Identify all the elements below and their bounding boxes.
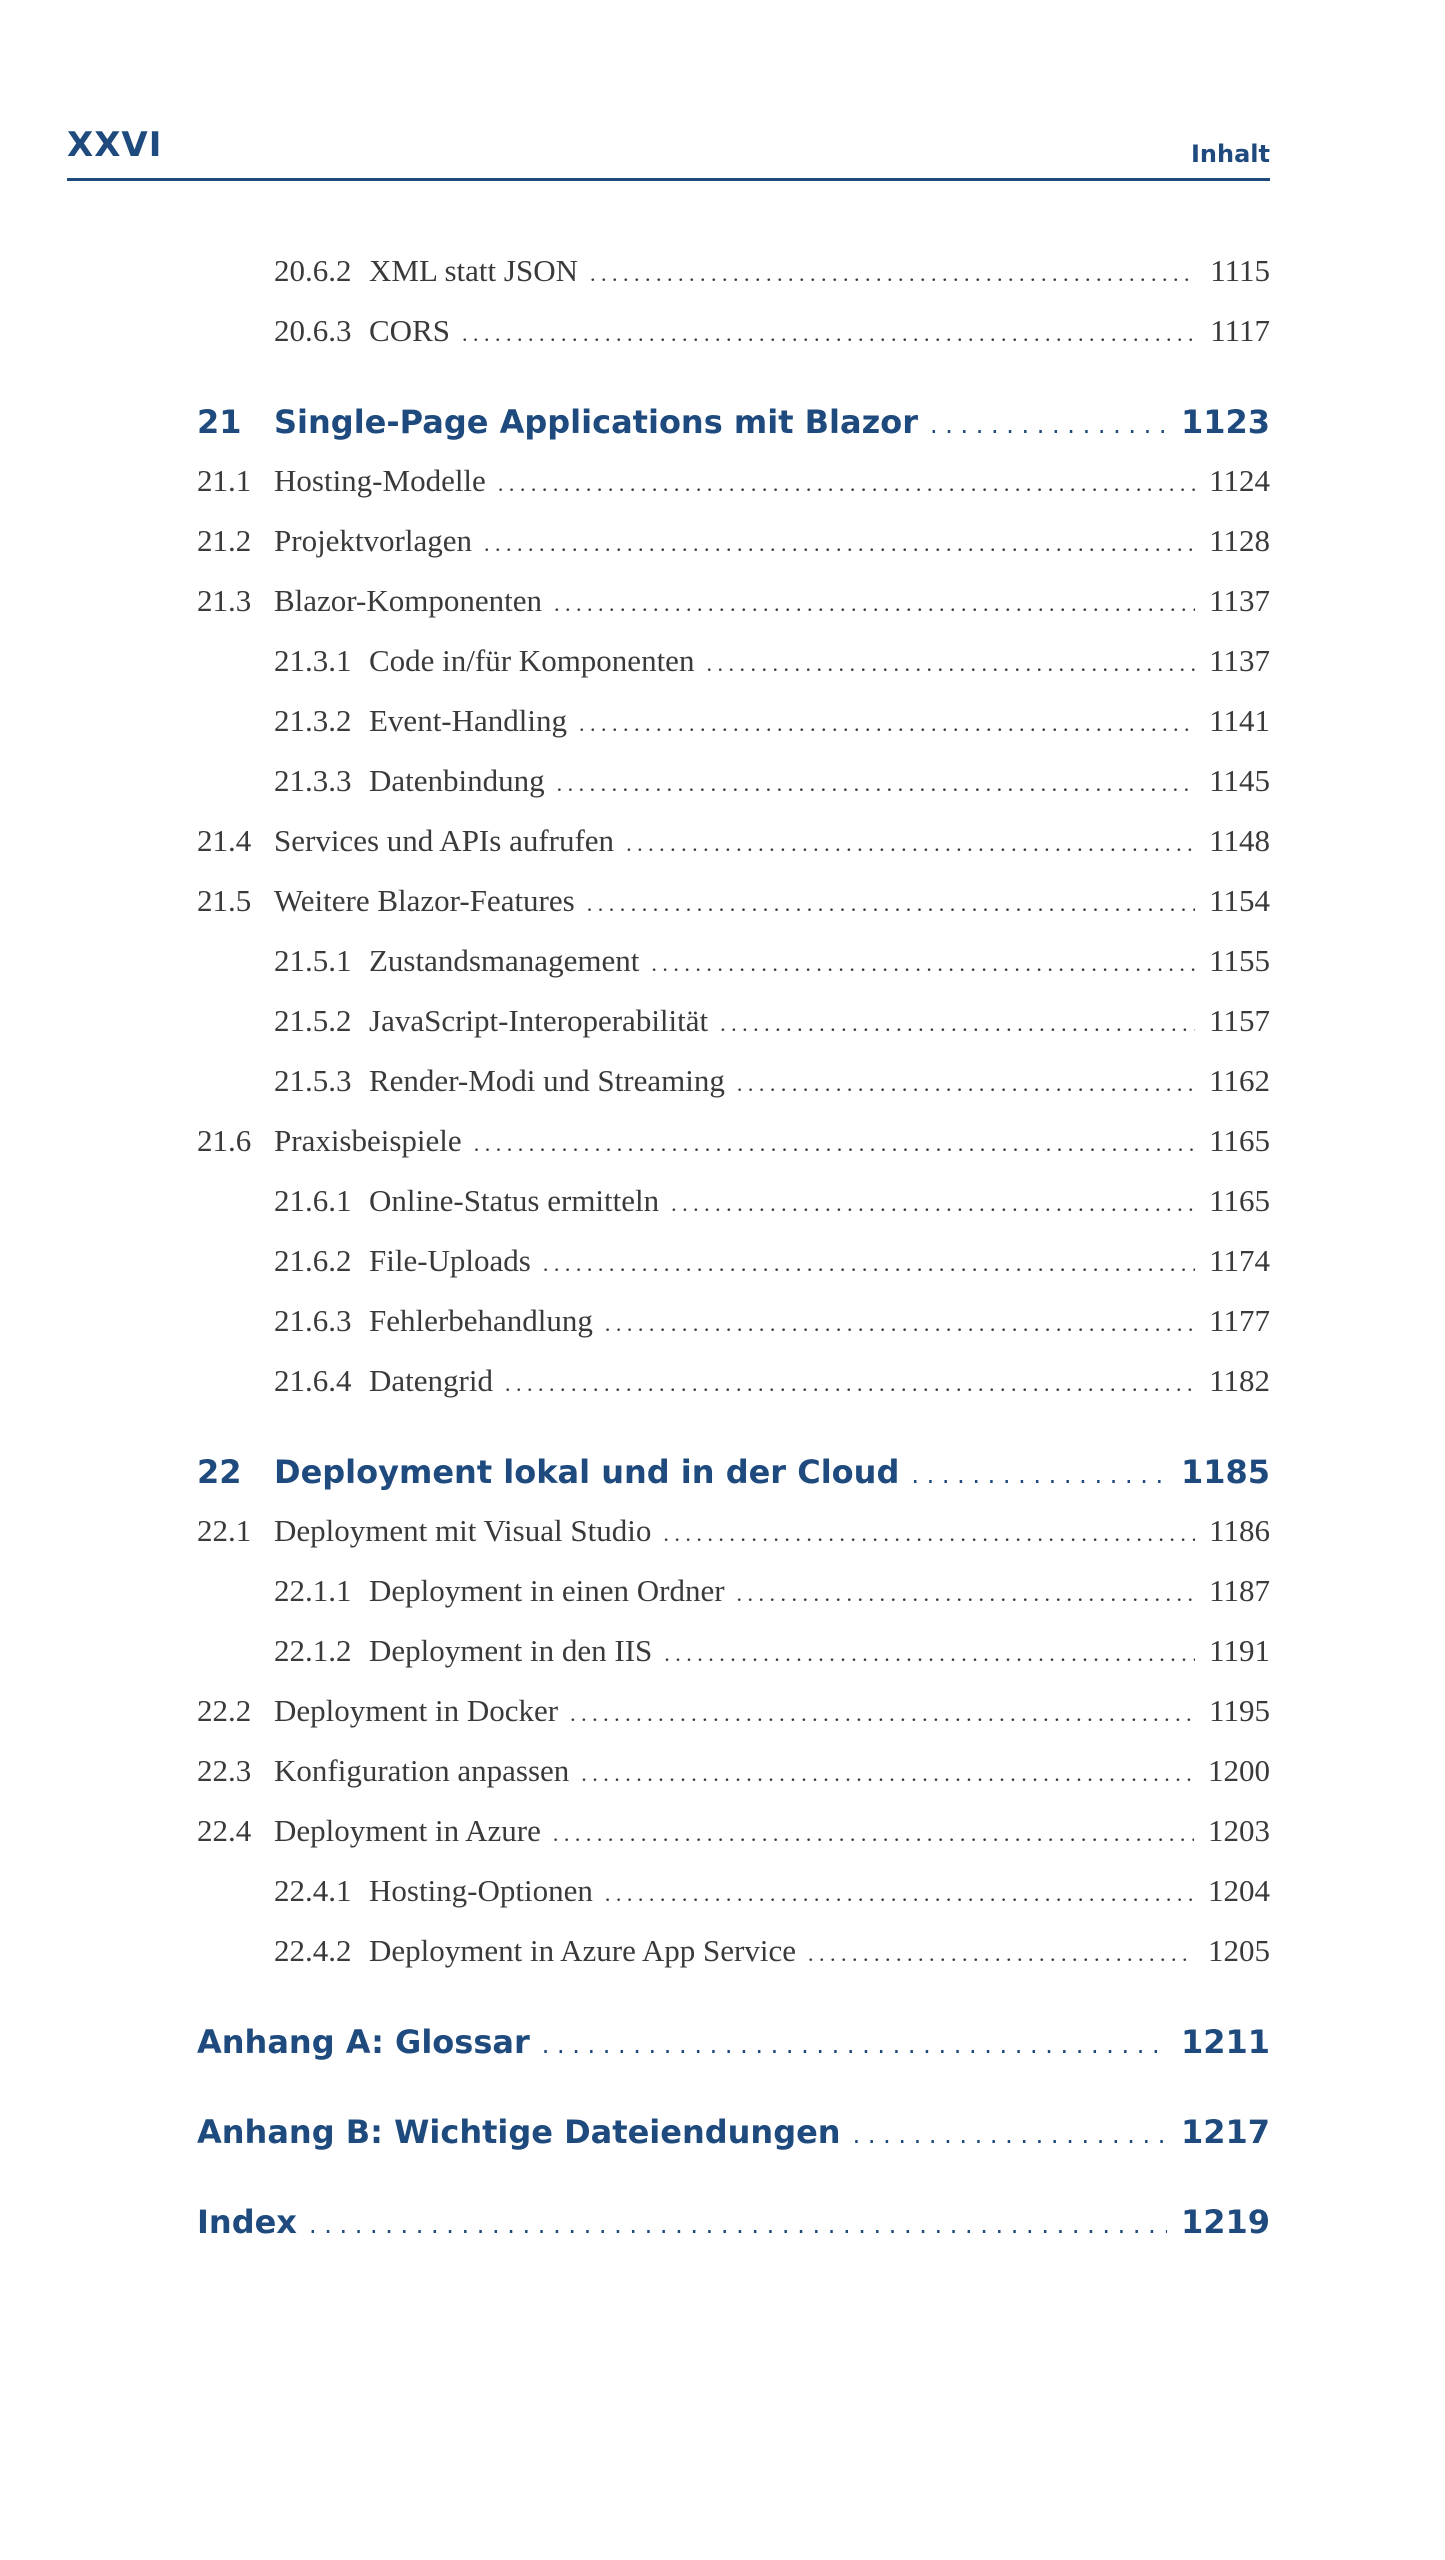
entry-title: Deployment lokal und in der Cloud [274, 1453, 900, 1491]
entry-number: 22.4.2 [274, 1933, 352, 1968]
entry-title: Anhang A: Glossar [197, 2023, 530, 2061]
entry-title: Fehlerbehandlung [369, 1303, 593, 1338]
dot-leader [720, 1011, 1195, 1037]
entry-title: Deployment in einen Ordner [369, 1573, 725, 1608]
entry-title: Weitere Blazor-Features [274, 883, 575, 918]
dot-leader [605, 1311, 1195, 1337]
entry-number: 21.6.3 [274, 1303, 352, 1338]
entry-page-number: 1182 [1209, 1363, 1270, 1398]
entry-number: 20.6.2 [274, 253, 352, 288]
dot-leader [474, 1131, 1195, 1157]
entry-leader-line [369, 1933, 1270, 1969]
dot-leader [706, 651, 1195, 677]
entry-page-number: 1205 [1208, 1933, 1270, 1968]
entry-title: Datenbindung [369, 763, 545, 798]
entry-leader-line [369, 1573, 1270, 1609]
entry-title: Datengrid [369, 1363, 493, 1398]
entry-leader-line [369, 1183, 1270, 1219]
entry-number: 22 [197, 1453, 242, 1491]
entry-page-number: 1185 [1180, 1453, 1270, 1491]
dot-leader [557, 771, 1196, 797]
entry-number: 21.3 [197, 583, 252, 618]
dot-leader [737, 1071, 1195, 1097]
entry-leader-line [369, 253, 1270, 289]
entry-leader-line [369, 1003, 1270, 1039]
dot-leader [579, 711, 1195, 737]
dot-leader [930, 411, 1167, 439]
entry-page-number: 1157 [1209, 1003, 1270, 1038]
entry-title: JavaScript-Interoperabilität [369, 1003, 709, 1038]
entry-title: Index [197, 2203, 297, 2241]
entry-leader-line [197, 2023, 1270, 2061]
entry-title: Render-Modi und Streaming [369, 1063, 725, 1098]
entry-page-number: 1145 [1209, 763, 1270, 798]
dot-leader [590, 261, 1196, 287]
dot-leader [605, 1881, 1194, 1907]
entry-leader-line [274, 1753, 1270, 1789]
entry-title: Zustandsmanagement [369, 943, 640, 978]
entry-number: 21.5.1 [274, 943, 352, 978]
entry-title: Deployment in Azure App Service [369, 1933, 797, 1968]
entry-page-number: 1177 [1209, 1303, 1270, 1338]
dot-leader [309, 2211, 1167, 2239]
entry-leader-line [369, 1363, 1270, 1399]
entry-number: 21.3.3 [274, 763, 352, 798]
entry-number: 21.6.1 [274, 1183, 352, 1218]
dot-leader [554, 591, 1195, 617]
dot-leader [543, 1251, 1195, 1277]
dot-leader [671, 1191, 1195, 1217]
dot-leader [484, 531, 1195, 557]
entry-leader-line [274, 1453, 1270, 1491]
entry-leader-line [274, 823, 1270, 859]
dot-leader [462, 321, 1196, 347]
entry-number: 21.6.4 [274, 1363, 352, 1398]
entry-number: 20.6.3 [274, 313, 352, 348]
entry-page-number: 1217 [1180, 2113, 1270, 2151]
dot-leader [664, 1641, 1195, 1667]
dot-leader [587, 891, 1195, 917]
entry-page-number: 1141 [1209, 703, 1270, 738]
entry-page-number: 1155 [1209, 943, 1270, 978]
entry-leader-line [369, 1873, 1270, 1909]
entry-leader-line [274, 463, 1270, 499]
entry-number: 21.5 [197, 883, 252, 918]
dot-leader [570, 1701, 1195, 1727]
entry-leader-line [274, 1693, 1270, 1729]
entry-page-number: 1174 [1209, 1243, 1270, 1278]
entry-number: 21.6 [197, 1123, 252, 1158]
dot-leader [542, 2031, 1167, 2059]
entry-number: 21.2 [197, 523, 252, 558]
entry-leader-line [369, 1063, 1270, 1099]
entry-leader-line [369, 643, 1270, 679]
entry-number: 21.3.1 [274, 643, 352, 678]
entry-leader-line [369, 1303, 1270, 1339]
entry-page-number: 1200 [1208, 1753, 1270, 1788]
entry-number: 22.2 [197, 1693, 252, 1728]
entry-number: 21 [197, 403, 242, 441]
entry-leader-line [369, 1243, 1270, 1279]
entry-leader-line [274, 523, 1270, 559]
entry-number: 21.5.2 [274, 1003, 352, 1038]
dot-leader [505, 1371, 1195, 1397]
entry-page-number: 1187 [1209, 1573, 1270, 1608]
entry-page-number: 1203 [1208, 1813, 1270, 1848]
entry-title: Deployment in den IIS [369, 1633, 653, 1668]
dot-leader [581, 1761, 1194, 1787]
entry-number: 22.3 [197, 1753, 252, 1788]
entry-leader-line [369, 763, 1270, 799]
entry-title: Deployment in Docker [274, 1693, 559, 1728]
entry-leader-line [274, 1123, 1270, 1159]
entry-page-number: 1137 [1209, 583, 1270, 618]
entry-leader-line [369, 1633, 1270, 1669]
dot-leader [737, 1581, 1196, 1607]
entry-title: Deployment in Azure [274, 1813, 541, 1848]
entry-leader-line [274, 1513, 1270, 1549]
entry-number: 21.3.2 [274, 703, 352, 738]
entry-number: 21.5.3 [274, 1063, 352, 1098]
entry-leader-line [369, 943, 1270, 979]
entry-leader-line [274, 1813, 1270, 1849]
entry-title: Services und APIs aufrufen [274, 823, 615, 858]
entry-page-number: 1123 [1180, 403, 1270, 441]
entry-page-number: 1191 [1209, 1633, 1270, 1668]
entry-leader-line [197, 2203, 1270, 2241]
entry-title: Hosting-Optionen [369, 1873, 593, 1908]
entry-title: File-Uploads [369, 1243, 531, 1278]
entry-page-number: 1148 [1209, 823, 1270, 858]
entry-page-number: 1117 [1210, 313, 1270, 348]
dot-leader [626, 831, 1195, 857]
entry-number: 21.1 [197, 463, 252, 498]
entry-leader-line [197, 2113, 1270, 2151]
entry-page-number: 1165 [1209, 1183, 1270, 1218]
entry-leader-line [274, 583, 1270, 619]
entry-number: 21.4 [197, 823, 252, 858]
entry-title: Konfiguration anpassen [274, 1753, 570, 1788]
entry-leader-line [274, 403, 1270, 441]
entry-number: 22.4 [197, 1813, 252, 1848]
entry-title: Hosting-Modelle [274, 463, 486, 498]
entry-page-number: 1195 [1209, 1693, 1270, 1728]
dot-leader [553, 1821, 1194, 1847]
entry-number: 22.1.2 [274, 1633, 352, 1668]
entry-title: CORS [369, 313, 450, 348]
entry-page-number: 1115 [1210, 253, 1270, 288]
dot-leader [853, 2121, 1167, 2149]
entry-page-number: 1204 [1208, 1873, 1270, 1908]
entry-page-number: 1211 [1180, 2023, 1270, 2061]
entry-number: 22.1 [197, 1513, 252, 1548]
entry-page-number: 1128 [1209, 523, 1270, 558]
dot-leader [808, 1941, 1194, 1967]
running-header-title: Inhalt [1191, 140, 1270, 168]
page-number: XXVI [67, 125, 163, 165]
entry-page-number: 1162 [1209, 1063, 1270, 1098]
dot-leader [911, 1461, 1167, 1489]
entry-title: Online-Status ermitteln [369, 1183, 660, 1218]
entry-title: Blazor-Komponenten [274, 583, 542, 618]
entry-leader-line [274, 883, 1270, 919]
entry-number: 21.6.2 [274, 1243, 352, 1278]
entry-page-number: 1137 [1209, 643, 1270, 678]
entry-leader-line [369, 313, 1270, 349]
entry-title: Event-Handling [369, 703, 568, 738]
dot-leader [663, 1521, 1195, 1547]
entry-number: 22.1.1 [274, 1573, 352, 1608]
entry-page-number: 1154 [1209, 883, 1270, 918]
entry-page-number: 1219 [1180, 2203, 1270, 2241]
entry-leader-line [369, 703, 1270, 739]
entry-title: Single-Page Applications mit Blazor [274, 403, 918, 441]
entry-page-number: 1165 [1209, 1123, 1270, 1158]
dot-leader [651, 951, 1195, 977]
entry-page-number: 1124 [1209, 463, 1270, 498]
entry-number: 22.4.1 [274, 1873, 352, 1908]
entry-title: Deployment mit Visual Studio [274, 1513, 652, 1548]
entry-title: Anhang B: Wichtige Dateiendungen [197, 2113, 841, 2151]
entry-title: Projektvorlagen [274, 523, 473, 558]
entry-title: Code in/für Komponenten [369, 643, 695, 678]
dot-leader [498, 471, 1195, 497]
entry-title: Praxisbeispiele [274, 1123, 462, 1158]
entry-page-number: 1186 [1209, 1513, 1270, 1548]
entry-title: XML statt JSON [369, 253, 578, 288]
